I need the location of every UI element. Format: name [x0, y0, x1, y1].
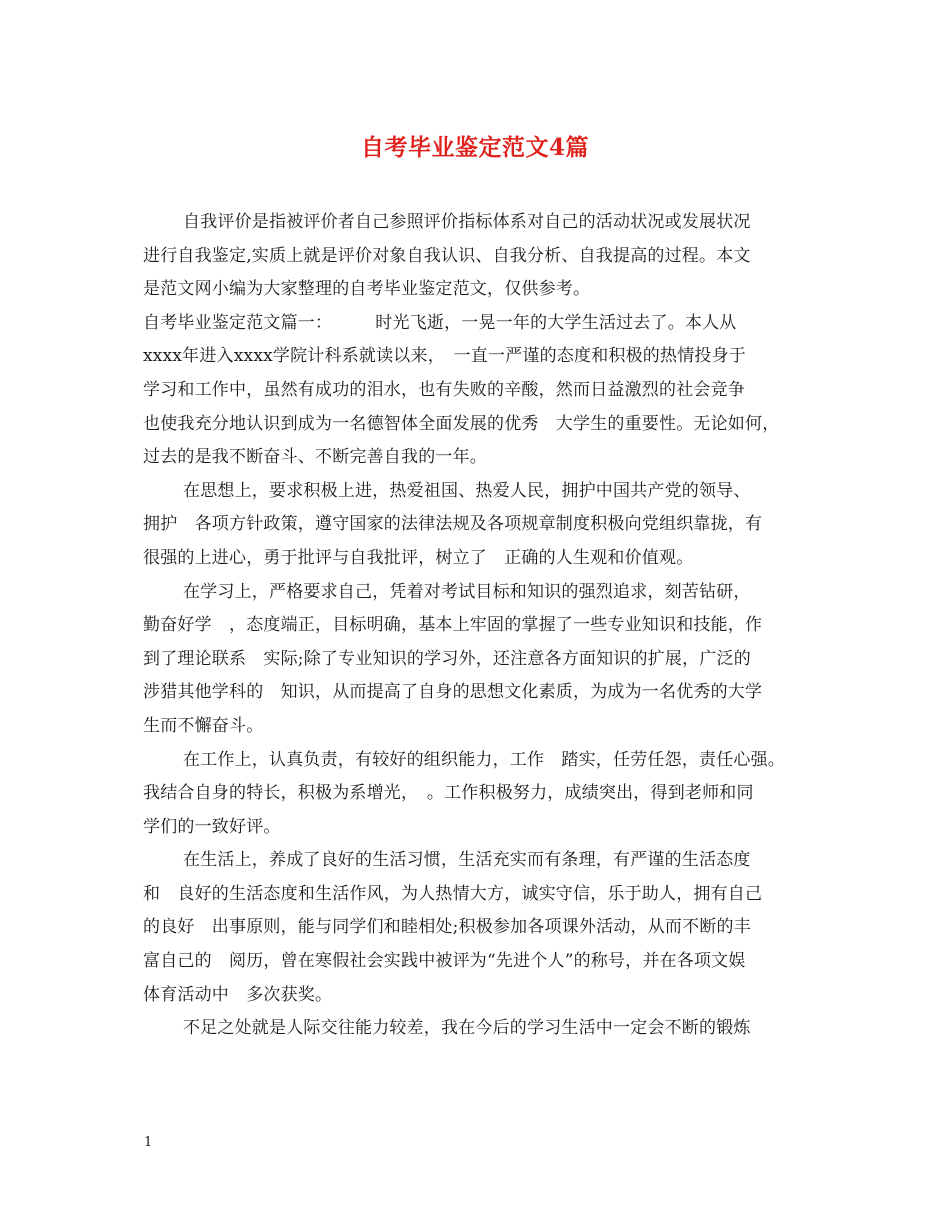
- text-line: 自我评价是指被评价者自己参照评价指标体系对自己的活动状况或发展状况: [183, 212, 751, 232]
- text-line: 不足之处就是人际交往能力较差，我在今后的学习生活中一定会不断的锻炼: [183, 1018, 751, 1039]
- text-line: 在学习上，严格要求自己，凭着对考试目标和知识的强烈追求，刻苦钻研，: [183, 581, 751, 602]
- text-line: 也使我充分地认识到成为一名德智体全面发展的优秀 大学生的重要性。无论如何，: [143, 413, 780, 434]
- text-line: 进行自我鉴定,实质上就是评价对象自我认识、自我分析、自我提高的过程。本文: [143, 245, 751, 266]
- text-line: 生而不懈奋斗。: [143, 715, 264, 736]
- text-line: 富自己的 阅历，曾在寒假社会实践中被评为“先进个人”的称号，并在各项文娱: [143, 951, 746, 972]
- text-line: 学们的一致好评。: [143, 816, 281, 837]
- text-line: 拥护 各项方针政策，遵守国家的法律法规及各项规章制度积极向党组织靠拢，有: [143, 514, 763, 535]
- page-number: 1: [144, 1135, 153, 1150]
- text-line: 自考毕业鉴定范文篇一： 时光飞逝，一晃一年的大学生活过去了。本人从: [143, 312, 737, 333]
- text-line: 和 良好的生活态度和生活作风，为人热情大方，诚实守信，乐于助人，拥有自己: [143, 883, 763, 904]
- text-line: 的良好 出事原则，能与同学们和睦相处;积极参加各项课外活动，从而不断的丰: [143, 917, 751, 938]
- text-line: 学习和工作中，虽然有成功的泪水，也有失败的辛酸，然而日益激烈的社会竞争: [143, 379, 745, 400]
- text-line: 在思想上，要求积极上进，热爱祖国、热爱人民，拥护中国共产党的领导、: [183, 480, 751, 501]
- text-line: 是范文网小编为大家整理的自考毕业鉴定范文，仅供参考。: [143, 279, 591, 300]
- page-title: 自考毕业鉴定范文4篇: [360, 134, 589, 161]
- text-line: 我结合自身的特长，积极为系增光， 。工作积极努力，成绩突出，得到老师和同: [143, 783, 754, 804]
- text-line: 体育活动中 多次获奖。: [143, 984, 333, 1005]
- text-line: 到了理论联系 实际;除了专业知识的学习外，还注意各方面知识的扩展，广泛的: [143, 648, 751, 669]
- text-line: 过去的是我不断奋斗、不断完善自我的一年。: [143, 447, 487, 468]
- document-body: [143, 206, 823, 1046]
- text-line: 勤奋好学 ，态度端正，目标明确，基本上牢固的掌握了一些专业知识和技能，作: [143, 615, 763, 636]
- text-line: xxxx年进入xxxx学院计科系就读以来， 一直一严谨的态度和积极的热情投身于: [143, 346, 746, 367]
- text-line: 很强的上进心，勇于批评与自我批评，树立了 正确的人生观和价值观。: [143, 547, 694, 568]
- text-line: 在工作上，认真负责，有较好的组织能力，工作 踏实，任劳任怨，责任心强。: [183, 749, 785, 770]
- text-line: 在生活上，养成了良好的生活习惯，生活充实而有条理，有严谨的生活态度: [183, 850, 751, 871]
- text-line: 涉猎其他学科的 知识，从而提高了自身的思想文化素质，为成为一名优秀的大学: [143, 682, 763, 703]
